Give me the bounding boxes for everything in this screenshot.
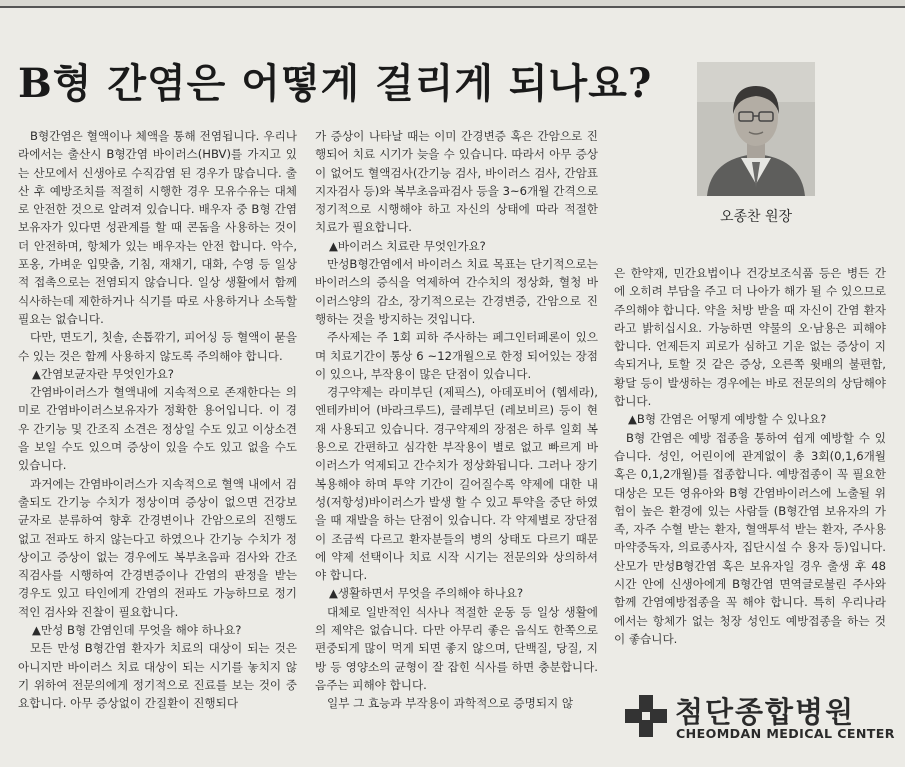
paragraph: 가 증상이 나타날 때는 이미 간경변증 혹은 간암으로 진행되어 치료 시기가 늦을 수 있습니다. 따라서 아무 증상이 없어도 혈액검사(간기능 검사, 바이러스 검사, 간암표지자검사 등)와 복부초음파검사 등을 3~6개월 간격으로 정기적으로 시행해야 하고 자신의 상태에 따라 적절한 치료가 필요합니다. [315,129,598,235]
portrait-image [697,62,815,196]
article-headline: B형 간염은 어떻게 걸리게 되나요? [18,60,653,107]
article-column-2 [315,127,598,713]
article-column-1 [18,127,297,713]
author-photo [697,62,815,196]
medical-cross-icon [625,695,667,737]
paragraph: 대체로 일반적인 식사나 적절한 운동 등 일상 생활에의 제약은 없습니다. 다만 아무리 좋은 음식도 한쪽으로 편중되게 많이 먹게 되면 좋지 않으며, 단백질, 당질, 지방 등 영양소의 균형이 잘 잡힌 식사를 하면 충분합니다. 음주는 피해야 합니다. [315,604,598,692]
subheading: ▲바이러스 치료란 무엇인가요? [329,238,486,253]
hospital-logo [625,692,895,748]
paragraph: 간염바이러스가 혈액내에 지속적으로 존재한다는 의미로 간염바이러스보유자가 정확한 용어입니다. 이 경우 간기능 및 간조직 소견은 정상일 수도 있고 이상소견을 보일 수도 있으며 증상이 있을 수도 있고 없을 수도 있습니다. [18,385,297,473]
author-caption: 오종찬 원장 [719,209,793,225]
subheading: ▲만성 B형 간염인데 무엇을 해야 하나요? [32,623,242,638]
hospital-name-english: CHEOMDAN MEDICAL CENTER [676,726,895,741]
subheading: ▲간염보균자란 무엇인가요? [32,366,174,381]
subheading: ▲B형 간염은 어떻게 예방할 수 있나요? [628,412,827,427]
paragraph: 경구약제는 라미부딘 (제픽스), 아데포비어 (헵세라), 엔테카비어 (바라크루드), 클레부딘 (레보비르) 등이 현재 사용되고 있습니다. 경구약제의 장점은 하루 일회 복용으로 간편하고 심각한 부작용이 별로 없고 빠르게 바이러스가 억제되고 간수치가 정상화됩니다. 그러나 장기복용해야 하며 투약 기간이 길어질수록 약제에 대한 내성(저항성)바이러스가 발생 할 수 있고 투약을 중단 하였을 때 재발을 하는 단점이 있습니다. 각 약제별로 장단점이 조금씩 다르고 환자분들의 병의 상태도 다르기 때문에 약제 선택이나 치료 시작 시기는 전문의와 상의하셔야 합니다. [315,385,598,583]
paragraph: 다만, 면도기, 칫솔, 손톱깎기, 피어싱 등 혈액이 묻을 수 있는 것은 함께 사용하지 않도록 주의해야 합니다. [18,330,297,363]
paragraph: 은 한약재, 민간요법이나 건강보조식품 등은 병든 간에 오히려 부담을 주고 더 나아가 해가 될 수 있으므로 주의해야 합니다. 약을 처방 받을 때 자신이 간염 환자라고 밝히십시요. 가능하면 약물의 오·남용은 피해야 합니다. 언제든지 피로가 심하고 기운 없는 증상이 지속되거나, 토할 것 같은 증상, 오른쪽 윗배의 불편함, 황달 등이 발생하는 경우에는 바로 전문의의 상담해야 합니다. [614,266,886,409]
article-column-3 [614,264,886,648]
paragraph: B형 간염은 예방 접종을 통하여 쉽게 예방할 수 있습니다. 성인, 어린이에 관계없이 총 3회(0,1,6개월 혹은 0,1,2개월)를 접종합니다. 예방접종이 꼭 필요한 대상은 모든 영유아와 B형 간염바이러스에 노출될 위험이 높은 환경에 있는 사람들 (B형간염 보유자의 가족, 자주 수혈 받는 환자, 혈액투석 받는 환자, 주사용 마약중독자, 의료종사자, 집단시설 수 용자 등)입니다. 산모가 만성B형간염 혹은 보유자일 경우 출생 후 48시간 안에 신생아에게 B형간염 면역글로불린 주사와 함께 간염예방접종을 꼭 해야 합니다. 특히 우리나라에서는 항체가 없는 청장 성인도 예방접종을 하는 것이 좋습니다. [614,430,886,646]
paragraph: 모든 만성 B형간염 환자가 치료의 대상이 되는 것은 아니지만 바이러스 치료 대상이 되는 시기를 놓치지 않기 위하여 전문의에게 정기적으로 진료를 보는 것이 중요합니다. 아무 증상없이 간질환이 진행되다 [18,641,297,711]
top-rule [0,6,905,8]
paragraph: 만성B형간염에서 바이러스 치료 목표는 단기적으로는 바이러스의 증식을 억제하여 간수치의 정상화, 혈청 바이러스양의 감소, 장기적으로는 간경변증, 간암으로 진행하는 것을 방지하는 것입니다. [315,257,598,326]
paragraph: 과거에는 간염바이러스가 지속적으로 혈액 내에서 검출되도 간기능 수치가 정상이며 증상이 없으면 건강보균자로 분류하여 향후 간경변이나 간암으로의 진행도 없고 전파도 하지 않는다고 하였으나 간기능 수치가 정상이고 증상이 없는 경우에도 복부초음파 검사와 간조직검사를 시행하여 간경변증이나 간염의 판정을 받는 경우도 있고 타인에게 간염의 전파도 가능하므로 정기적인 검사와 진찰이 필요합니다. [18,476,297,619]
paragraph: B형간염은 혈액이나 체액을 통해 전염됩니다. 우리나라에서는 출산시 B형간염 바이러스(HBV)를 가지고 있는 산모에서 신생아로 수직감염 된 경우가 많습니다. 출산 후 예방조치를 적절히 시행한 경우 모유수유는 대체로 안전한 것으로 알려져 있습니다. 배우자 중 B형 간염 보유자가 있다면 성관계를 할 때 콘돔을 사용하는 것이 더 안전하며, 항체가 있는 배우자는 안전 합니다. 악수, 포옹, 가벼운 입맞춤, 기침, 재채기, 대화, 수영 등 일상적 접촉으로는 전염되지 않습니다. 일상 생활에서 함께 식사하는데 제한하거나 식기를 따로 사용하거나 소독할 필요는 없습니다. [18,129,297,326]
hospital-name-korean: 첨단종합병원 [675,695,856,729]
paragraph: 주사제는 주 1회 피하 주사하는 페그인터페론이 있으며 치료기간이 통상 6 ~12개월으로 한정 되어있는 장점이 있으나, 부작용이 많은 단점이 있습니다. [315,330,598,381]
subheading: ▲생활하면서 무엇을 주의해야 하나요? [329,586,524,601]
paragraph: 일부 그 효능과 부작용이 과학적으로 증명되지 않 [327,696,574,711]
